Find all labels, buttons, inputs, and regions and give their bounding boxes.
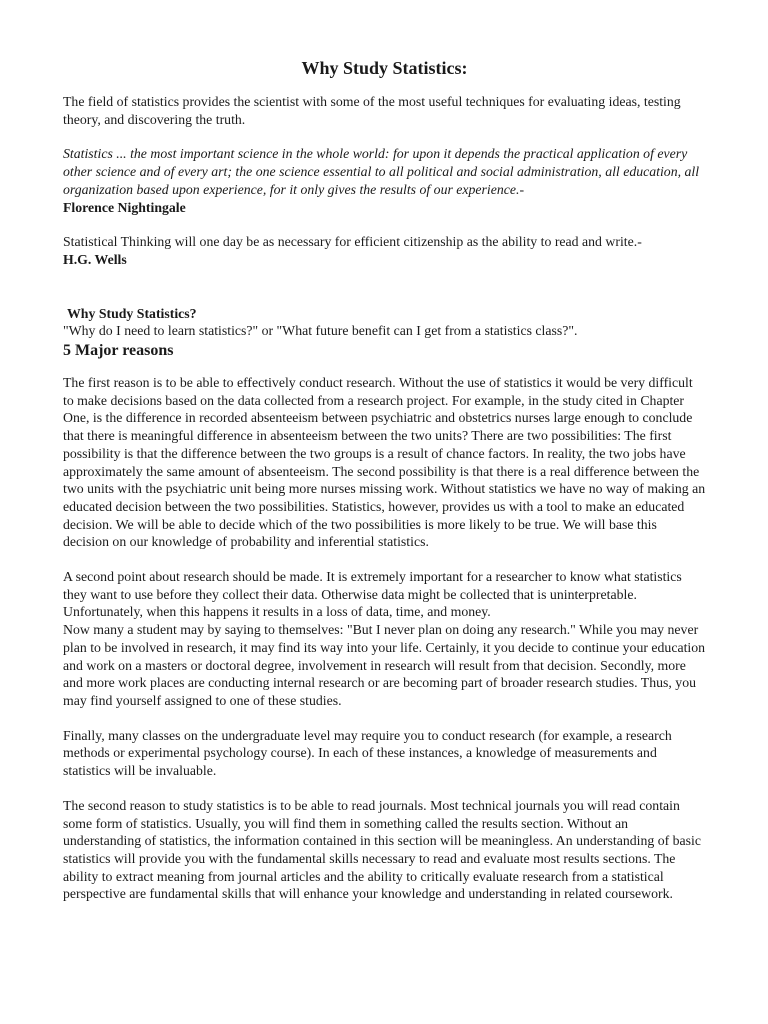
body-paragraph-4: Finally, many classes on the undergraduate level may require you to conduct research (for example, a research methods or experimental psychology course). In each of these instances, a knowledge of measurements and statistics will be invaluable. [63,727,672,779]
major-reasons-heading: 5 Major reasons [63,342,174,360]
wells-quote: Statistical Thinking will one day be as necessary for efficient citizenship as the ability to read and write.- [63,234,642,250]
page-title: Why Study Statistics: [301,58,468,78]
body-paragraph-5: The second reason to study statistics is to be able to read journals. Most technical journals you will read contain some form of statistics. Usually, you will find them in something called the results section. Without an understanding of statistics, the information contained in this section will be meaningless. An understanding of basic statistics will provide you with the fundamental skills necessary to read and evaluate most results sections. The ability to extract meaning from journal articles and the ability to critically evaluate research from a statistical perspective are fundamental skills that will enhance your knowledge and understanding in related coursework. [63,797,701,902]
wells-attribution: H.G. Wells [63,251,127,267]
nightingale-attribution: Florence Nightingale [63,199,186,215]
body-paragraph-1: The first reason is to be able to effectively conduct research. Without the use of statistics it would be very difficult to make decisions based on the data collected from a research project. For example, in the study cited in Chapter One, is the difference in recorded absenteeism between psychiatric and obstetrics nurses large enough to conclude that there is meaningful difference in absenteeism between the two units? There are two possibilities: The first possibility is that the difference between the two groups is a result of chance factors. In reality, the two jobs have approximately the same amount of absenteeism. The second possibility is that there is a real difference between the two units with the psychiatric unit being more nurses missing work. Without statistics we have no way of making an educated decision between the two possibilities. Statistics, however, provides us with a tool to make an educated decision. We will be able to decide which of the two possibilities is more likely to be true. We will base this decision on our knowledge of probability and inferential statistics. [63,375,706,550]
body-paragraph-3: Now many a student may by saying to themselves: "But I never plan on doing any research." While you may never plan to be involved in research, it may find its way into your life. Certainly, it you decide to continue your education and work on a masters or doctoral degree, involvement in research will result from that decision. Secondly, more and more work places are conducting internal research or are becoming part of broader research studies. Thus, you may find yourself assigned to one of these studies. [63,622,706,708]
body-paragraph-2: A second point about research should be made. It is extremely important for a researcher to know what statistics they want to use before they collect their data. Otherwise data might be collected that is uninterpretable. Unfortunately, when this happens it results in a loss of data, time, and money. [63,569,682,620]
questions-line: "Why do I need to learn statistics?" or "What future benefit can I get from a statistics class?". [63,323,578,339]
intro-paragraph: The field of statistics provides the scientist with some of the most useful techniques for evaluating ideas, testing theory, and discovering the truth. [63,94,681,127]
nightingale-quote: Statistics ... the most important science in the whole world: for upon it depends the practical application of every other science and of every art; the one science essential to all political and social administration, all education, all organization based upon experience, for it only gives the results of our experience.- [63,146,700,197]
section-subheading: Why Study Statistics? [67,305,197,321]
